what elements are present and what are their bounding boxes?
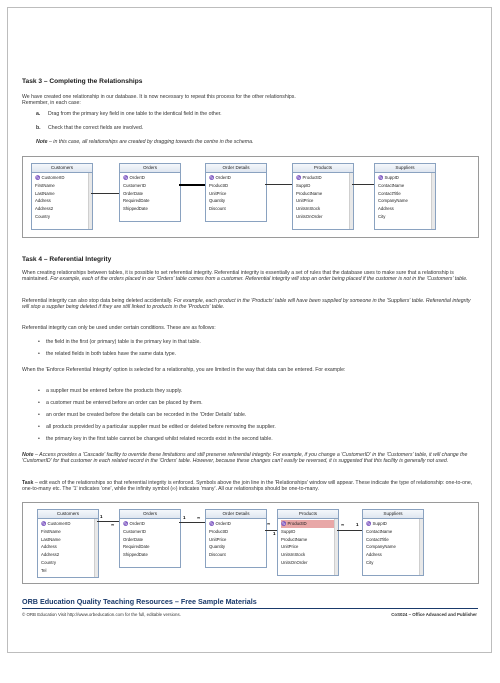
example-item: • the primary key in the first table cannot be changed whilst related records exist in the second table.	[46, 436, 273, 442]
one-symbol: 1	[273, 531, 276, 536]
footer-title: ORB Education Quality Teaching Resources – Free Sample Materials	[22, 597, 257, 606]
task3-heading: Task 3 – Completing the Relationships	[22, 78, 143, 85]
example-item: • all products provided by a particular supplier must be edited or deleted before removing the supplier.	[46, 424, 276, 430]
many-symbol: ∞	[267, 521, 271, 526]
join-line[interactable]	[265, 184, 292, 185]
table-field[interactable]: ShippedDate	[123, 206, 148, 212]
table-field[interactable]: UnitsOnOrder	[281, 559, 308, 565]
table-field[interactable]: Address	[41, 544, 57, 550]
table-field[interactable]: ShippedDate	[123, 552, 148, 558]
table-field[interactable]: CompanyName	[378, 198, 408, 204]
table-field[interactable]: City	[378, 213, 386, 219]
many-symbol: ∞	[341, 522, 345, 527]
table-field[interactable]: UnitsInStock	[296, 206, 321, 212]
join-line[interactable]	[337, 530, 362, 531]
table-field[interactable]: Address2	[35, 206, 54, 212]
table-field[interactable]: ProductID	[209, 528, 229, 534]
table-field[interactable]: ContactTitle	[366, 536, 389, 542]
footer-right: CoS024 – Office Advanced and Publisher	[391, 612, 477, 617]
table-field[interactable]: RequiredDate	[123, 544, 150, 550]
table-field[interactable]: UnitsInStock	[281, 552, 306, 558]
table-field[interactable]: RequiredDate	[123, 198, 150, 204]
table-field[interactable]: UnitsOnOrder	[296, 213, 323, 219]
table-field[interactable]: Discount	[209, 206, 226, 212]
relationships-window-1	[22, 156, 479, 238]
table-field[interactable]: ♑ SuppID	[366, 521, 387, 526]
condition-item: • the field in the first (or primary) table is the primary key in that table.	[46, 339, 201, 345]
table-field[interactable]: ♑ CustomerID	[35, 175, 65, 180]
schema2-table-customers[interactable]: Customers ♑ CustomerID FirstName LastName Address Address2 Country Tel	[37, 509, 99, 578]
table-field[interactable]: CompanyName	[366, 544, 396, 550]
table-field[interactable]: OrderDate	[123, 190, 144, 196]
condition-item: • the related fields in both tables have the same data type.	[46, 351, 176, 357]
table-field[interactable]: ♑ OrderID	[209, 521, 231, 526]
task4-para-4: When the 'Enforce Referential Integrity' option is selected for a relationship, you are limited in the way that data can be entered. For example:	[22, 367, 346, 373]
table-field[interactable]: LastName	[41, 536, 61, 542]
table-field[interactable]: Tel	[41, 567, 47, 573]
schema2-table-suppliers[interactable]: Suppliers ♑ SuppID ContactName ContactTitle CompanyName Address City	[362, 509, 424, 576]
task4-para-3: Referential integrity can only be used under certain conditions. These are as follows:	[22, 325, 216, 331]
join-line[interactable]	[179, 522, 205, 523]
table-field[interactable]: FirstName	[41, 528, 61, 534]
schema2-table-products[interactable]: Products ♑ ProductID SuppID ProductName UnitPrice UnitsInStock UnitsOnOrder	[277, 509, 339, 576]
task4-para-1: When creating relationships between tables, it is possible to set referential integrity. Referential integrity is essentially a set of rules that the database uses to make sure that a relationship is maintained. For example, each of the orders placed in our 'Orders' table comes from a customer. Referential integrity will stop an order being placed if the customer is not in the 'Customers' table.	[22, 270, 468, 283]
example-item: • a customer must be entered before an order can be placed by them.	[46, 400, 203, 406]
document-page	[7, 7, 492, 653]
one-symbol: 1	[356, 522, 359, 527]
table-field[interactable]: Discount	[209, 552, 226, 558]
table-field[interactable]: ♑ ProductID	[296, 175, 322, 180]
table-field[interactable]: UnitPrice	[281, 544, 299, 550]
table-field[interactable]: ContactName	[366, 528, 393, 534]
table-field[interactable]: ContactTitle	[378, 190, 401, 196]
schema2-table-orders[interactable]: Orders ♑ OrderID CustomerID OrderDate RequiredDate ShippedDate	[119, 509, 181, 568]
table-field[interactable]: Address	[35, 198, 51, 204]
one-symbol: 1	[100, 514, 103, 519]
table-field[interactable]: ♑ ProductID	[281, 520, 338, 528]
table-field[interactable]: Country	[35, 213, 51, 219]
task4-task: Task – edit each of the relationships so that referential integrity is enforced. Symbols above the join line in the 'Relationships' window will appear. These indicate the type of relationship: one-to-one, one-to-many etc. The '1' indicates 'one', while the infinity symbol (∞) indicates 'many'. All our relationships should be one-to-many.	[22, 480, 473, 493]
footer-divider	[22, 608, 478, 609]
task4-heading: Task 4 – Referential Integrity	[22, 256, 112, 263]
table-field[interactable]: SuppID	[296, 182, 311, 188]
table-field[interactable]: CustomerID	[123, 528, 146, 534]
join-line[interactable]	[352, 184, 374, 185]
table-field[interactable]: ♑ CustomerID	[41, 521, 71, 526]
join-line[interactable]	[179, 184, 205, 186]
table-field[interactable]: ProductName	[281, 536, 308, 542]
table-field[interactable]: SuppID	[281, 528, 296, 534]
step-b-text: Check that the correct fields are involved.	[48, 125, 144, 131]
join-line[interactable]	[91, 193, 119, 194]
table-field[interactable]: Address	[366, 552, 382, 558]
one-symbol: 1	[183, 515, 186, 520]
many-symbol: ∞	[197, 515, 201, 520]
schema2-table-order-details[interactable]: Order Details ♑ OrderID ProductID UnitPrice Quantity Discount	[205, 509, 267, 568]
task4-para-2: Referential integrity can also stop data being deleted accidentally. For example, each product in the 'Products' table will have been supplied by someone in the 'Suppliers' table. Referential integrity will stop a supplier being deleted if they are still linked to products in the 'Products' table.	[22, 298, 471, 311]
table-field[interactable]: UnitPrice	[209, 536, 227, 542]
table-field[interactable]: ♑ OrderID	[123, 175, 145, 180]
table-field[interactable]: Quantity	[209, 198, 226, 204]
table-field[interactable]: City	[366, 559, 374, 565]
many-symbol: ∞	[111, 522, 115, 527]
task3-note: Note – in this case, all relationships are created by dragging towards the centre in the schema.	[36, 139, 254, 145]
schema1-table-customers[interactable]: Customers ♑ CustomerID FirstName LastName Address Address2 Country	[31, 163, 93, 230]
table-field[interactable]: Address	[378, 206, 394, 212]
schema1-table-orders[interactable]: Orders ♑ OrderID CustomerID OrderDate RequiredDate ShippedDate	[119, 163, 181, 222]
table-field[interactable]: CustomerID	[123, 182, 146, 188]
table-field[interactable]: FirstName	[35, 182, 55, 188]
table-field[interactable]: ♑ OrderID	[209, 175, 231, 180]
task4-note: Note – Access provides a 'Cascade' facility to override these limitations and still preserve referential integrity. For example, if you change a 'CustomerID' in the 'Customers' table, it will change the 'CustomerID' for that customer in each related record in the 'Orders' table. However, because these changes can't easily be reversed, it is suggested that this facility is generally not used.	[22, 452, 468, 465]
table-field[interactable]: ContactName	[378, 182, 405, 188]
table-field[interactable]: LastName	[35, 190, 55, 196]
table-field[interactable]: UnitPrice	[296, 198, 314, 204]
example-item: • a supplier must be entered before the products they supply.	[46, 388, 182, 394]
step-b-label: b.	[36, 125, 41, 131]
table-field[interactable]: ProductID	[209, 182, 229, 188]
schema1-table-products[interactable]: Products ♑ ProductID SuppID ProductName UnitPrice UnitsInStock UnitsOnOrder	[292, 163, 354, 230]
footer-left: © ORB Education Visit http://www.orbeducation.com for the full, editable versions.	[22, 612, 181, 617]
example-item: • an order must be created before the details can be recorded in the 'Order Details' table.	[46, 412, 246, 418]
table-field[interactable]: OrderDate	[123, 536, 144, 542]
join-line[interactable]	[97, 521, 119, 522]
step-a-text: Drag from the primary key field in one table to the identical field in the other.	[48, 111, 222, 117]
table-field[interactable]: ♑ SuppID	[378, 175, 399, 180]
table-field[interactable]: Quantity	[209, 544, 226, 550]
table-field[interactable]: UnitPrice	[209, 190, 227, 196]
relationships-window-2	[22, 502, 479, 584]
table-field[interactable]: ProductName	[296, 190, 323, 196]
schema1-table-order-details[interactable]: Order Details ♑ OrderID ProductID UnitPrice Quantity Discount	[205, 163, 267, 222]
step-a-label: a.	[36, 111, 41, 117]
schema1-table-suppliers[interactable]: Suppliers ♑ SuppID ContactName ContactTitle CompanyName Address City	[374, 163, 436, 230]
table-field[interactable]: ♑ OrderID	[123, 521, 145, 526]
task3-intro: We have created one relationship in our database. It is now necessary to repeat this process for the other relationships. Remember, in each case:	[22, 94, 296, 107]
table-field[interactable]: Address2	[41, 552, 60, 558]
table-field[interactable]: Country	[41, 559, 57, 565]
